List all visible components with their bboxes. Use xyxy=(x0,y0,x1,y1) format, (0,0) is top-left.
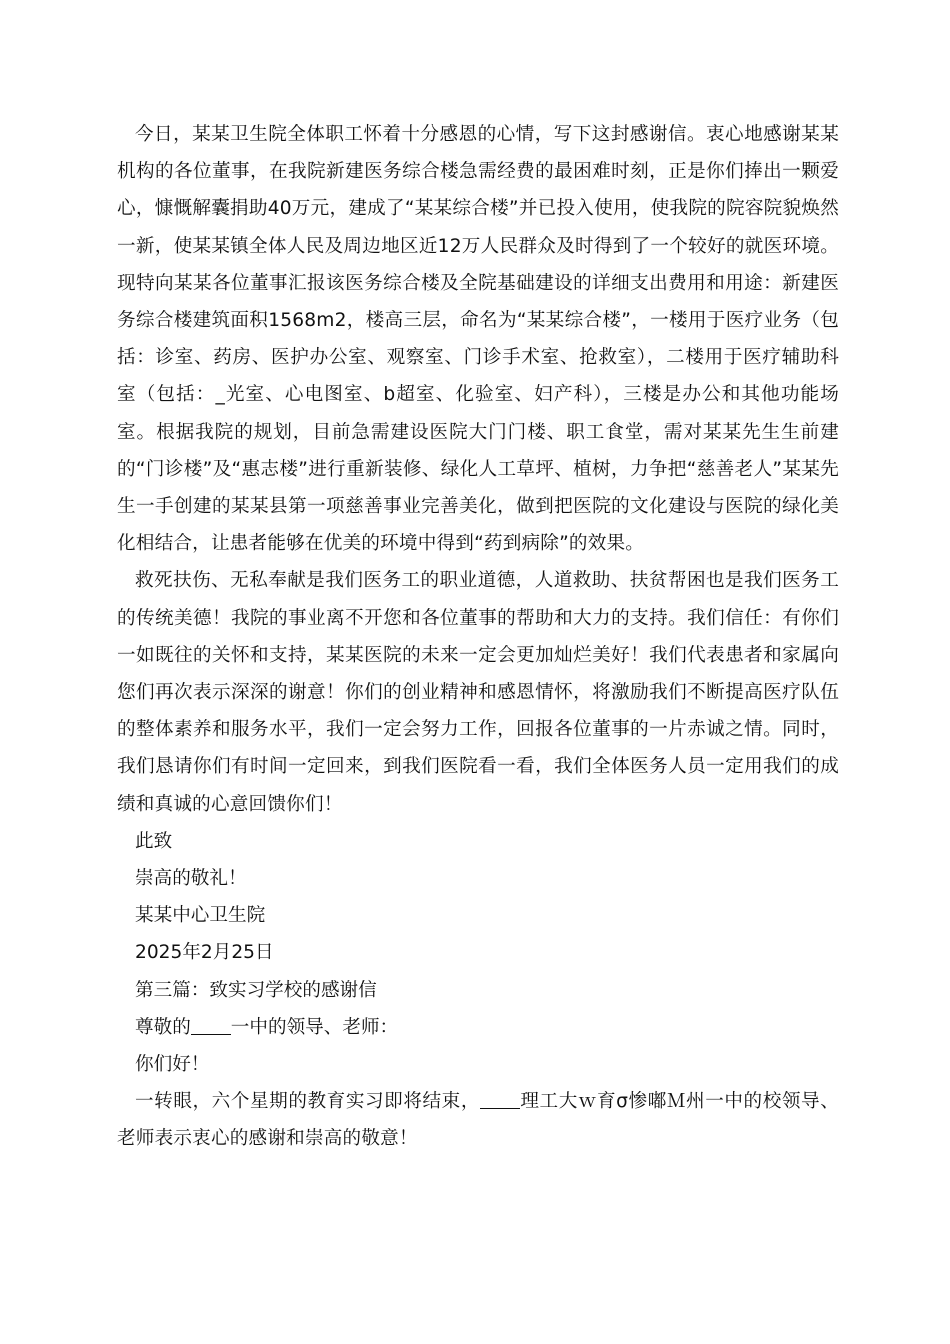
body-paragraph-3 xyxy=(117,1083,839,1157)
body-paragraph-2: 救死扶伤、无私奉献是我们医务工的职业道德，人道救助、扶贫帮困也是我们医务工的传统美德！我院的事业离不开您和各位董事的帮助和大力的支持。我们信任：有你们一如既往的关怀和支持，某某医院的未来一定会更加灿烂美好！我们代表患者和家属向您们再次表示深深的谢意！你们的创业精神和感恩情怀，将激励我们不断提高医疗队伍的整体素养和服务水平，我们一定会努力工作，回报各位董事的一片赤诚之情。同时，我们恳请你们有时间一定回来，到我们医院看一看，我们全体医务人员一定用我们的成绩和真诚的心意回馈你们！ xyxy=(117,570,839,815)
salutation-suffix: 一中的领导、老师： xyxy=(230,1016,399,1038)
closing-line: 此致 xyxy=(135,830,173,852)
body-3-prefix: 一转眼，六个星期的教育实习即将结束， xyxy=(135,1091,480,1113)
greeting: 你们好！ xyxy=(135,1054,210,1076)
signature: 某某中心卫生院 xyxy=(135,905,266,927)
salutation xyxy=(117,1009,839,1046)
fill-in-blank xyxy=(191,1018,231,1035)
section-title: 第三篇：致实习学校的感谢信 xyxy=(135,979,377,1001)
body-paragraph-1: 今日，某某卫生院全体职工怀着十分感恩的心情，写下这封感谢信。衷心地感谢某某机构的各位董事，在我院新建医务综合楼急需经费的最困难时刻，正是你们捧出一颗爱心，慷慨解囊捐助40万元，建成了“某某综合楼”并已投入使用，使我院的院容院貌焕然一新，使某某镇全体人民及周边地区近12万人民群众及时得到了一个较好的就医环境。现特向某某各位董事汇报该医务综合楼及全院基础建设的详细支出费用和用途：新建医务综合楼建筑面积1568m2，楼高三层，命名为“某某综合楼”，一楼用于医疗业务（包括：诊室、药房、医护办公室、观察室、门诊手术室、抢救室），二楼用于医疗辅助科室（包括：_光室、心电图室、b超室、化验室、妇产科），三楼是办公和其他功能场室。根据我院的规划，目前急需建设医院大门门楼、职工食堂，需对某某先生生前建的“门诊楼”及“惠志楼”进行重新装修、绿化人工草坪、植树，力争把“慈善老人”某某先生一手创建的某某县第一项慈善事业完善美化，做到把医院的文化建设与医院的绿化美化相结合，让患者能够在优美的环境中得到“药到病除”的效果。 xyxy=(117,124,839,555)
letter-page xyxy=(117,116,839,1158)
closing-salute: 崇高的敬礼！ xyxy=(135,868,247,890)
body-3-suffix: 理工大ｗ育σ惨嘟Ｍ州一中的校领导、老师表示衷心的感谢和崇高的敬意！ xyxy=(117,1091,839,1150)
fill-in-blank xyxy=(480,1092,520,1109)
letter-date: 2025年2月25日 xyxy=(135,942,274,964)
salutation-prefix: 尊敬的 xyxy=(135,1016,191,1038)
